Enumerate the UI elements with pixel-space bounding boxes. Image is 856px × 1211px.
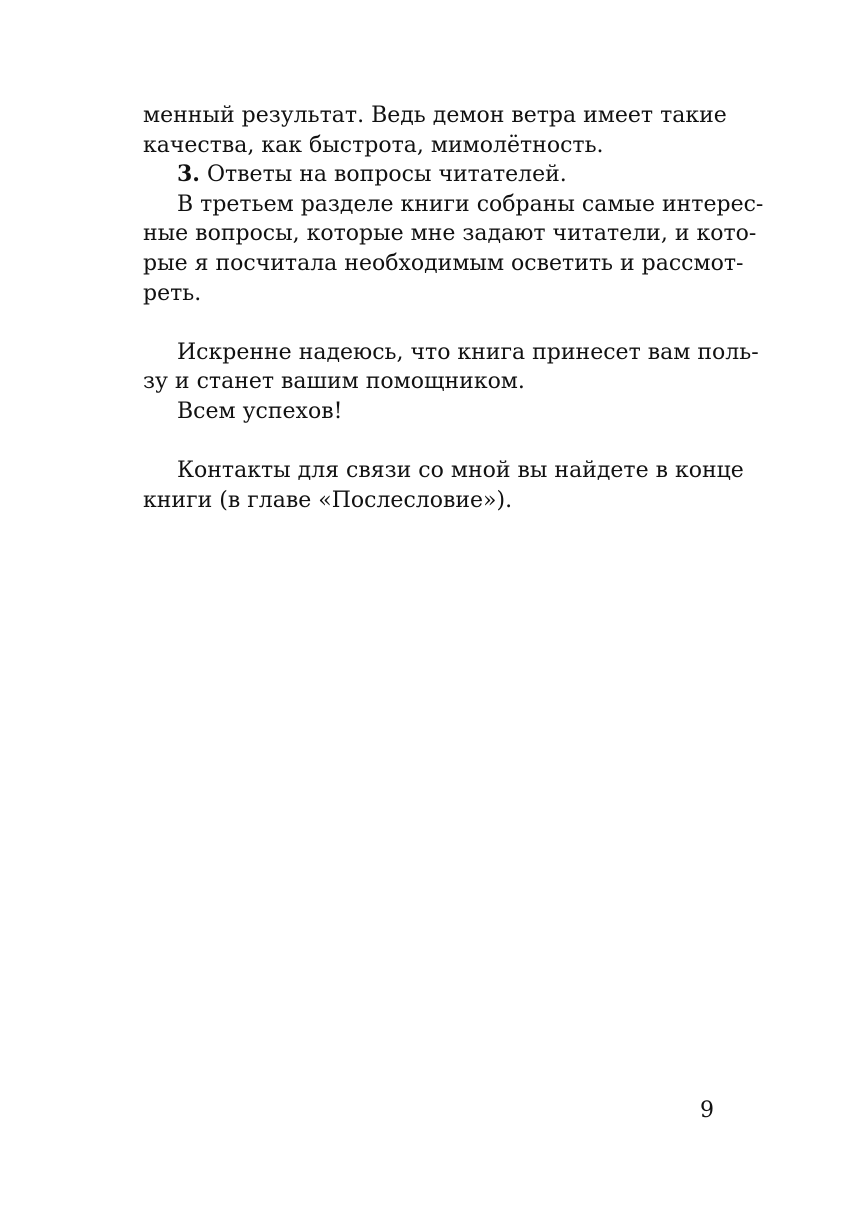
numbered-item	[143, 160, 714, 190]
paragraph-line: книги (в главе «Послесловие»).	[143, 487, 513, 513]
paragraph-line: В третьем разделе книги собраны самые интерес-	[177, 191, 764, 217]
item-text: Ответы на вопросы читателей.	[199, 162, 567, 188]
paragraph-line: качества, как быстрота, мимолётность.	[143, 132, 604, 158]
paragraph-line: реть.	[143, 280, 202, 306]
paragraph-line: Всем успехов!	[177, 398, 343, 424]
page-number: 9	[700, 1098, 714, 1123]
paragraph-line: зу и станет вашим помощником.	[143, 369, 525, 395]
page-body-text	[143, 101, 764, 515]
paragraph-line: ные вопросы, которые мне задают читатели, и кото-	[143, 221, 757, 247]
paragraph-line: Искренне надеюсь, что книга принесет вам поль-	[177, 339, 759, 365]
blank-line	[143, 308, 714, 338]
paragraph-line: Контакты для связи со мной вы найдете в конце	[177, 458, 744, 484]
paragraph-line: менный результат. Ведь демон ветра имеет такие	[143, 103, 727, 128]
blank-line	[143, 427, 714, 457]
paragraph-line: рые я посчитала необходимым осветить и рассмот-	[143, 250, 744, 276]
item-number: 3.	[177, 161, 200, 188]
